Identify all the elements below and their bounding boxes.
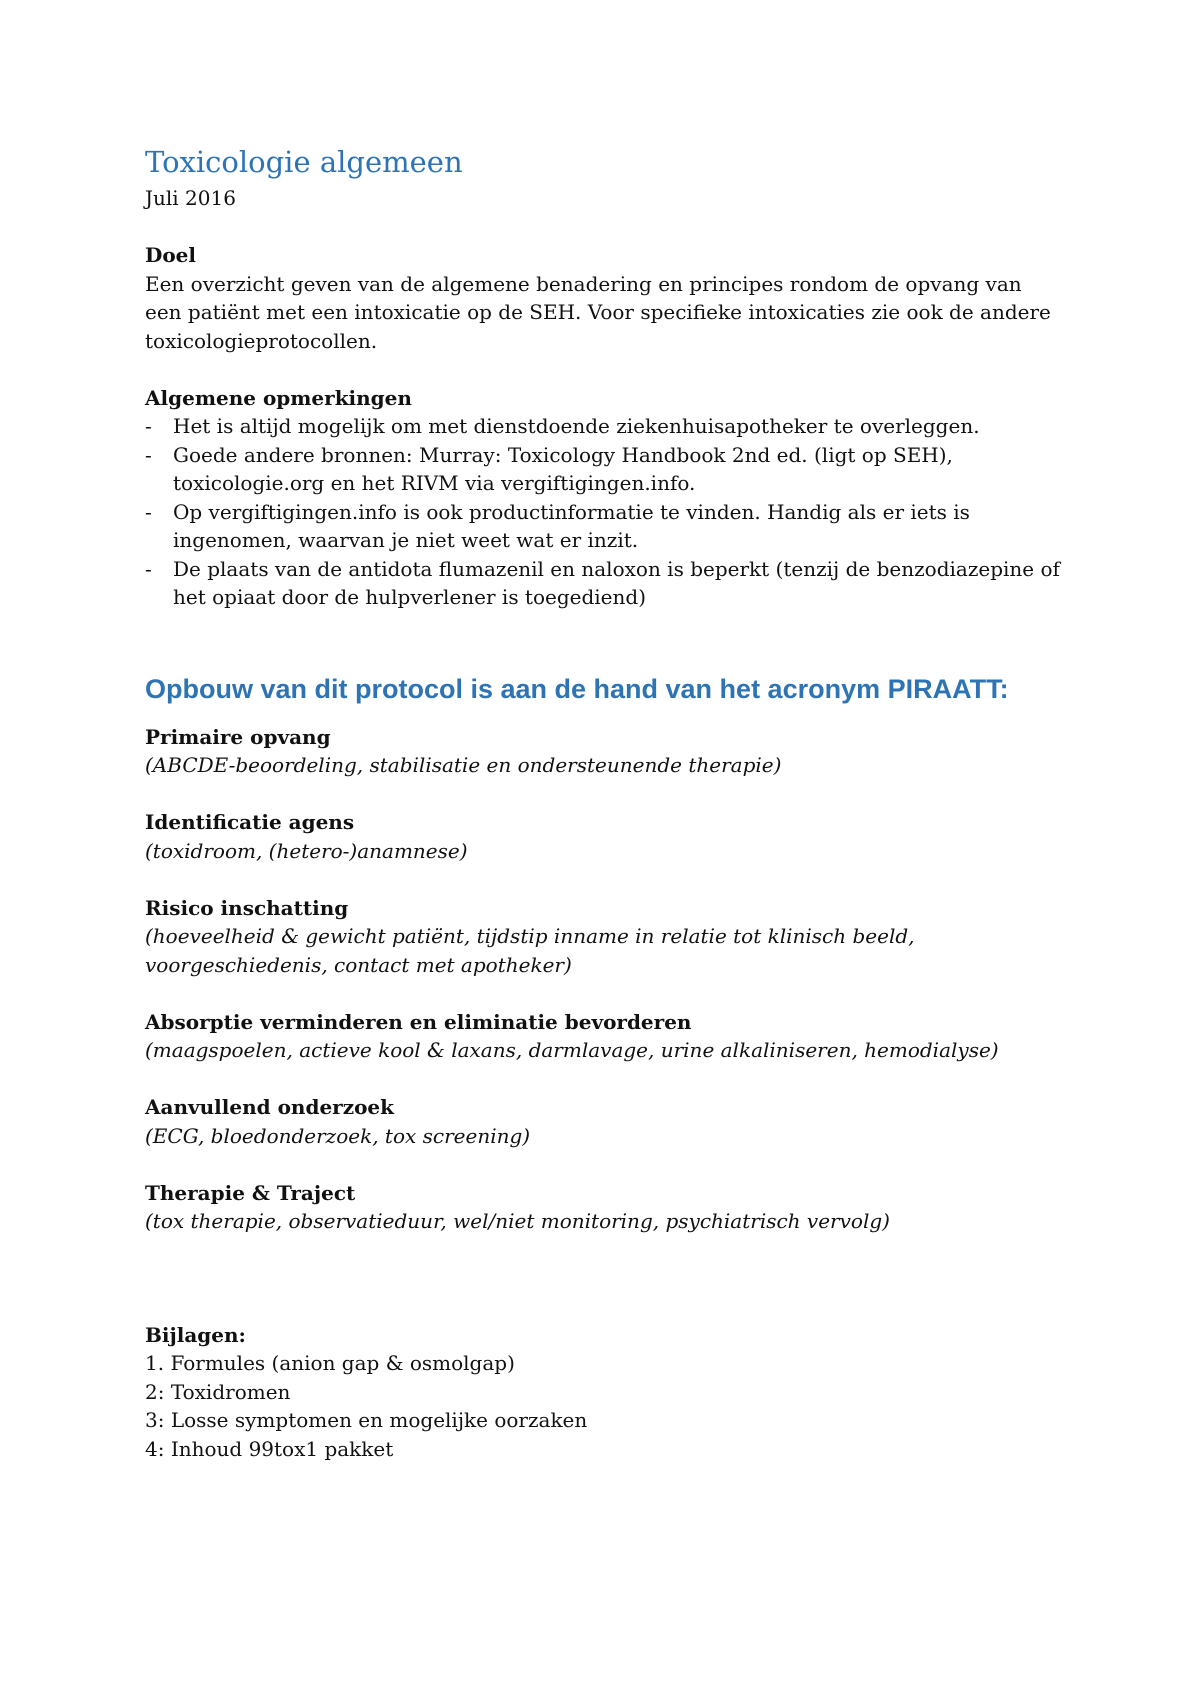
doel-line: toxicologieprotocollen. xyxy=(145,328,378,353)
dash-bullet: - xyxy=(145,414,152,438)
doel-line: Een overzicht geven van de algemene benadering en principes rondom de opvang van xyxy=(145,271,1022,296)
dash-bullet: - xyxy=(145,556,152,581)
dash-bullet: - xyxy=(145,499,152,524)
piraatt-item-desc: (toxidroom, (hetero-)anamnese) xyxy=(145,838,468,863)
bijlagen-heading: Bijlagen: xyxy=(145,1322,246,1347)
piraatt-item-title: Absorptie verminderen en eliminatie bevorderen xyxy=(145,1009,692,1034)
list-item-text: De plaats van de antidota flumazenil en naloxon is beperkt (tenzij de benzodiazepine of het opiaat door de hulpverlener is toegediend) xyxy=(173,556,1060,609)
doel-line: een patiënt met een intoxicatie op de SEH. Voor specifieke intoxicaties zie ook de andere xyxy=(145,300,1051,324)
piraatt-item-title: Therapie & Traject xyxy=(145,1180,356,1205)
piraatt-item-desc: (tox therapie, observatieduur, wel/niet monitoring, psychiatrisch vervolg) xyxy=(145,1209,890,1233)
piraatt-item-title: Primaire opvang xyxy=(145,724,331,749)
list-item xyxy=(145,441,1085,498)
list-item xyxy=(145,498,1085,555)
list-item-text: Op vergiftigingen.info is ook productinformatie te vinden. Handig als er iets is ingenomen, waarvan je niet weet wat er inzit. xyxy=(173,499,970,552)
piraatt-item-title: Risico inschatting xyxy=(145,895,349,920)
piraatt-item-desc: (maagspoelen, actieve kool & laxans, darmlavage, urine alkaliniseren, hemodialyse) xyxy=(145,1038,999,1062)
bijlage-item: 3: Losse symptomen en mogelijke oorzaken xyxy=(145,1408,588,1432)
document-page xyxy=(145,140,1085,1463)
piraatt-item-desc: voorgeschiedenis, contact met apotheker) xyxy=(145,952,572,977)
opmerkingen-list xyxy=(145,412,1085,612)
piraatt-item-desc: (ECG, bloedonderzoek, tox screening) xyxy=(145,1123,531,1148)
doel-heading: Doel xyxy=(145,243,197,267)
list-item xyxy=(145,555,1085,612)
opmerkingen-heading: Algemene opmerkingen xyxy=(145,385,412,410)
piraatt-item-title: Aanvullend onderzoek xyxy=(145,1095,394,1119)
list-item-text: Het is altijd mogelijk om met dienstdoende ziekenhuisapotheker te overleggen. xyxy=(173,414,980,438)
list-item xyxy=(145,412,1085,441)
bijlage-item: 1. Formules (anion gap & osmolgap) xyxy=(145,1351,515,1375)
piraatt-section xyxy=(145,723,1085,1236)
piraatt-item-desc: (ABCDE-beoordeling, stabilisatie en ondersteunende therapie) xyxy=(145,753,782,777)
bijlage-item: 4: Inhoud 99tox1 pakket xyxy=(145,1436,394,1461)
piraatt-item-title: Identificatie agens xyxy=(145,810,355,834)
list-item-text: Goede andere bronnen: Murray: Toxicology Handbook 2nd ed. (ligt op SEH), toxicologie.org en het RIVM via vergiftigingen.info. xyxy=(173,442,953,495)
dash-bullet: - xyxy=(145,442,152,467)
document-title: Toxicologie algemeen xyxy=(145,145,463,179)
piraatt-heading: Opbouw van dit protocol is aan de hand van het acronym PIRAATT: xyxy=(145,673,1009,704)
document-date: Juli 2016 xyxy=(145,186,236,210)
piraatt-item-desc: (hoeveelheid & gewicht patiënt, tijdstip inname in relatie tot klinisch beeld, xyxy=(145,924,915,948)
bijlage-item: 2: Toxidromen xyxy=(145,1379,291,1404)
